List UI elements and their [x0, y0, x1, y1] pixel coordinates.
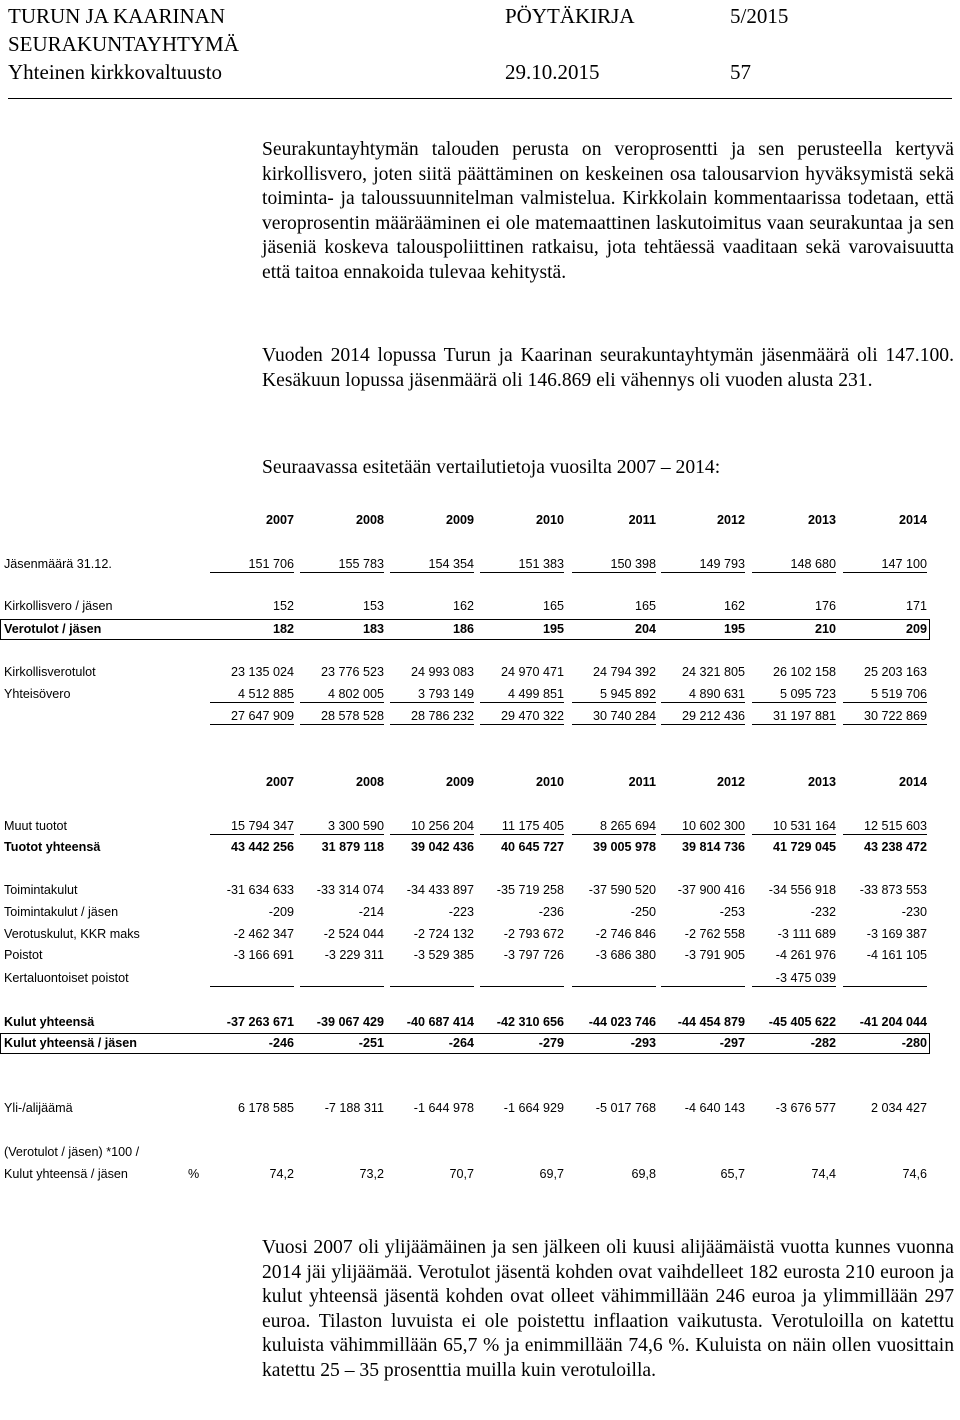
row-value: [298, 968, 384, 988]
row-label: Verotuskulut, KKR maks: [4, 927, 140, 941]
header-date: 29.10.2015: [505, 60, 600, 84]
paragraph-comparison-intro: Seuraavassa esitetään vertailutietoja vuosilta 2007 – 2014:: [262, 457, 721, 478]
row-value: 186: [452, 622, 474, 636]
sum-underline: [210, 986, 294, 987]
row-label: Kulut yhteensä / jäsen: [4, 1036, 137, 1050]
row-value: -3 529 385: [413, 948, 474, 962]
year-header: 2009: [445, 513, 474, 527]
row-value: -250: [630, 905, 656, 919]
sum-underline: [843, 834, 927, 835]
row-value: -33 873 553: [859, 883, 927, 897]
table-row: [0, 837, 930, 857]
sum-underline: [300, 572, 384, 573]
row-value: -279: [538, 1036, 564, 1050]
row-value: -282: [810, 1036, 836, 1050]
row-label: Tuotot yhteensä: [4, 840, 101, 854]
row-value: 69,8: [631, 1167, 656, 1181]
sum-underline: [572, 834, 656, 835]
row-value: 150 398: [610, 557, 656, 571]
table-row: [0, 1033, 930, 1053]
row-value: 39 042 436: [410, 840, 474, 854]
row-value: 74,6: [902, 1167, 927, 1181]
table-header-row: [0, 772, 930, 792]
paragraph-membership: Vuoden 2014 lopussa Turun ja Kaarinan seurakuntayhtymän jäsenmäärä oli 147.100. Kesäkuun lopussa jäsenmäärä oli 146.869 eli vähennys oli vuoden alusta 231.: [262, 345, 954, 391]
sum-underline: [843, 986, 927, 987]
row-value: 40 645 727: [500, 840, 564, 854]
row-value: 155 783: [338, 557, 384, 571]
row-value: 5 519 706: [870, 687, 927, 701]
row-value: 29 470 322: [500, 709, 564, 723]
row-value: [208, 968, 294, 988]
header-doc-type: PÖYTÄKIRJA: [505, 4, 635, 28]
table-row: [0, 924, 930, 944]
year-header: 2007: [265, 775, 294, 789]
row-value: 3 300 590: [327, 819, 384, 833]
row-label: (Verotulot / jäsen) *100 /: [4, 1145, 140, 1159]
table-row: [0, 816, 930, 836]
row-value: -39 067 429: [316, 1015, 384, 1029]
sum-underline: [390, 724, 474, 725]
header-page-number: 57: [730, 60, 751, 84]
row-value: -232: [810, 905, 836, 919]
sum-underline: [300, 834, 384, 835]
row-value: -230: [901, 905, 927, 919]
row-value: -2 462 347: [233, 927, 294, 941]
year-header: 2014: [898, 775, 927, 789]
row-value: -37 263 671: [226, 1015, 294, 1029]
row-value: 28 786 232: [410, 709, 474, 723]
sum-underline: [752, 572, 836, 573]
row-value: 15 794 347: [230, 819, 294, 833]
row-value: -2 793 672: [503, 927, 564, 941]
header-org-line1: TURUN JA KAARINAN: [8, 4, 226, 28]
sum-underline: [661, 986, 745, 987]
row-label: Kirkollisvero / jäsen: [4, 599, 113, 613]
row-value: 28 578 528: [320, 709, 384, 723]
row-value: -37 900 416: [677, 883, 745, 897]
row-value: -2 724 132: [413, 927, 474, 941]
row-value: -251: [358, 1036, 384, 1050]
row-value: 171: [905, 599, 927, 613]
table-row: [0, 554, 930, 574]
paragraph-summary: Vuosi 2007 oli ylijäämäinen ja sen jälkeen oli kuusi alijäämäistä vuotta kunnes vuonna 2014 jäi ylijäämää. Verotulot jäsentä kohden ovat vaihdelleet 182 eurosta 210 euroon ja kulut yhteensä jäsentä kohden ovat olleet vähimmillään 246 euroa ja ylimmillään 297 euroa. Tilaston luvuista ei ole poistettu inflaation vaikutusta. Verotuloilla on katettu kuluista vähimmillään 65,7 % ja enimmillään 74,6 %. Kuluista on näin ollen vuosittain katettu 25 – 35 prosenttia muilla kuin verotuloilla.: [262, 1237, 954, 1381]
row-value: -223: [448, 905, 474, 919]
year-header: 2013: [807, 775, 836, 789]
sum-underline: [210, 724, 294, 725]
row-value: 31 879 118: [321, 840, 384, 854]
row-value: -45 405 622: [768, 1015, 836, 1029]
row-value: [570, 968, 656, 988]
row-unit: %: [188, 1167, 200, 1181]
row-value: 39 005 978: [592, 840, 656, 854]
year-header: 2012: [716, 513, 745, 527]
sum-underline: [480, 986, 564, 987]
row-value: -31 634 633: [226, 883, 294, 897]
row-value: 151 383: [518, 557, 564, 571]
row-label: Poistot: [4, 948, 43, 962]
row-value: -253: [719, 905, 745, 919]
sum-underline: [300, 724, 384, 725]
row-value: 74,2: [269, 1167, 294, 1181]
row-value: 24 794 392: [592, 665, 656, 679]
row-value: -4 161 105: [866, 948, 927, 962]
sum-underline: [843, 702, 927, 703]
row-value: 26 102 158: [772, 665, 836, 679]
row-value: [659, 968, 745, 988]
header-rule: [8, 98, 952, 99]
row-value: -3 229 311: [324, 948, 384, 962]
row-value: 149 793: [699, 557, 745, 571]
table-row: [0, 880, 930, 900]
row-value: -1 644 978: [413, 1101, 474, 1115]
table-row: [0, 1164, 930, 1184]
sum-underline: [661, 834, 745, 835]
row-value: -41 204 044: [859, 1015, 927, 1029]
table-row: [0, 945, 930, 965]
row-value: -3 475 039: [775, 971, 836, 985]
row-value: 29 212 436: [681, 709, 745, 723]
row-value: -246: [268, 1036, 294, 1050]
row-value: 2 034 427: [870, 1101, 927, 1115]
row-label: Verotulot / jäsen: [4, 622, 102, 636]
year-header: 2014: [898, 513, 927, 527]
row-value: -34 433 897: [406, 883, 474, 897]
row-value: 3 793 149: [417, 687, 474, 701]
sum-underline: [210, 572, 294, 573]
sum-underline: [572, 724, 656, 725]
row-value: 162: [723, 599, 745, 613]
row-value: 43 442 256: [230, 840, 294, 854]
row-value: -280: [901, 1036, 927, 1050]
row-value: 209: [905, 622, 927, 636]
sum-underline: [480, 724, 564, 725]
row-value: 176: [814, 599, 836, 613]
sum-underline: [752, 834, 836, 835]
row-value: 148 680: [790, 557, 836, 571]
row-value: -3 791 905: [684, 948, 745, 962]
sum-underline: [210, 834, 294, 835]
row-value: -44 454 879: [677, 1015, 745, 1029]
row-value: 5 095 723: [779, 687, 836, 701]
row-value: -4 640 143: [684, 1101, 745, 1115]
year-header: 2013: [807, 513, 836, 527]
row-value: -3 797 726: [503, 948, 564, 962]
header-org-line2: SEURAKUNTAYHTYMÄ: [8, 32, 239, 56]
row-value: 30 722 869: [863, 709, 927, 723]
row-value: 39 814 736: [681, 840, 745, 854]
table-row: [0, 1098, 930, 1118]
table-row: [0, 662, 930, 682]
table-row: [0, 596, 930, 616]
row-value: 23 776 523: [320, 665, 384, 679]
sum-underline: [661, 572, 745, 573]
year-header: 2010: [535, 513, 564, 527]
row-value: -1 664 929: [503, 1101, 564, 1115]
row-label: Kulut yhteensä / jäsen: [4, 1167, 128, 1181]
sum-underline: [752, 986, 836, 987]
row-value: -3 111 689: [777, 927, 836, 941]
sum-underline: [661, 724, 745, 725]
row-value: 30 740 284: [592, 709, 656, 723]
table-row: [0, 706, 930, 726]
row-value: -297: [719, 1036, 745, 1050]
row-label: Yli-/alijäämä: [4, 1101, 73, 1115]
row-label: Kertaluontoiset poistot: [4, 971, 129, 985]
row-label: Toimintakulut / jäsen: [4, 905, 119, 919]
table-row: [0, 1142, 930, 1162]
row-value: -2 524 044: [323, 927, 384, 941]
row-value: 23 135 024: [230, 665, 294, 679]
row-value: 147 100: [881, 557, 927, 571]
paragraph-tax-basis: Seurakuntayhtymän talouden perusta on veroprosentti ja sen perusteella kertyvä kirkollisvero, joten siitä päättäminen on keskeinen osa talousarvion hyväksymistä sekä toiminta- ja taloussuunnitelman valmistelua. Kirkkolain kommentaarissa todetaan, että veroprosentin määrääminen ei ole matemaattinen laskutoimitus vaan seurakuntaa ja sen jäseniä koskeva talouspoliittinen ratkaisu, jota tehtäessä vaaditaan sekä varovaisuutta että taitoa ennakoida tulevaa kehitystä.: [262, 139, 954, 283]
row-value: -236: [538, 905, 564, 919]
row-value: 6 178 585: [237, 1101, 294, 1115]
row-value: -2 746 846: [595, 927, 656, 941]
row-value: 43 238 472: [863, 840, 927, 854]
row-value: 12 515 603: [863, 819, 927, 833]
row-value: -5 017 768: [595, 1101, 656, 1115]
sum-underline: [390, 834, 474, 835]
row-value: -293: [630, 1036, 656, 1050]
row-label: Toimintakulut: [4, 883, 78, 897]
sum-underline: [210, 702, 294, 703]
sum-underline: [661, 702, 745, 703]
table-header-row: [0, 510, 930, 530]
row-value: 41 729 045: [772, 840, 836, 854]
sum-underline: [300, 986, 384, 987]
row-value: 70,7: [449, 1167, 474, 1181]
year-header: 2008: [355, 513, 384, 527]
sum-underline: [752, 702, 836, 703]
row-value: 154 354: [428, 557, 474, 571]
year-header: 2010: [535, 775, 564, 789]
row-value: 27 647 909: [230, 709, 294, 723]
row-value: -2 762 558: [684, 927, 745, 941]
sum-underline: [300, 702, 384, 703]
sum-underline: [390, 702, 474, 703]
row-value: 10 256 204: [410, 819, 474, 833]
table-row: [0, 1012, 930, 1032]
row-value: -7 188 311: [324, 1101, 384, 1115]
table-row: [0, 619, 930, 639]
year-header: 2011: [628, 775, 656, 789]
row-value: 4 890 631: [688, 687, 745, 701]
row-value: [478, 968, 564, 988]
row-value: -3 676 577: [775, 1101, 836, 1115]
row-value: -33 314 074: [316, 883, 384, 897]
sum-underline: [480, 834, 564, 835]
row-value: 5 945 892: [599, 687, 656, 701]
row-value: 24 321 805: [681, 665, 745, 679]
row-value: 73,2: [359, 1167, 384, 1181]
row-value: 11 175 405: [501, 819, 564, 833]
row-value: 24 970 471: [500, 665, 564, 679]
row-value: -214: [358, 905, 384, 919]
header-body-name: Yhteinen kirkkovaltuusto: [8, 60, 223, 84]
row-value: 182: [272, 622, 294, 636]
row-value: -42 310 656: [496, 1015, 564, 1029]
row-label: Kulut yhteensä: [4, 1015, 95, 1029]
row-value: [841, 968, 927, 988]
sum-underline: [390, 572, 474, 573]
row-value: -34 556 918: [768, 883, 836, 897]
row-value: -3 169 387: [866, 927, 927, 941]
row-value: 10 531 164: [772, 819, 836, 833]
sum-underline: [843, 572, 927, 573]
row-value: -35 719 258: [496, 883, 564, 897]
row-value: 24 993 083: [410, 665, 474, 679]
row-label: Jäsenmäärä 31.12.: [4, 557, 112, 571]
row-value: 4 802 005: [327, 687, 384, 701]
row-value: 151 706: [248, 557, 294, 571]
year-header: 2009: [445, 775, 474, 789]
row-value: -209: [268, 905, 294, 919]
row-value: 4 512 885: [237, 687, 294, 701]
sum-underline: [480, 572, 564, 573]
row-value: [388, 968, 474, 988]
row-value: -3 166 691: [233, 948, 294, 962]
row-value: 210: [814, 622, 836, 636]
sum-underline: [572, 572, 656, 573]
row-value: -44 023 746: [588, 1015, 656, 1029]
row-value: 10 602 300: [681, 819, 745, 833]
row-value: 153: [362, 599, 384, 613]
row-value: -4 261 976: [775, 948, 836, 962]
row-value: -3 686 380: [595, 948, 656, 962]
sum-underline: [480, 702, 564, 703]
row-value: 152: [272, 599, 294, 613]
row-value: 25 203 163: [863, 665, 927, 679]
row-value: 195: [542, 622, 564, 636]
row-value: -264: [448, 1036, 474, 1050]
header-issue: 5/2015: [730, 4, 789, 28]
row-value: 183: [362, 622, 384, 636]
row-label: Muut tuotot: [4, 819, 68, 833]
row-value: 165: [634, 599, 656, 613]
row-value: 195: [723, 622, 745, 636]
row-value: 165: [542, 599, 564, 613]
row-label: Kirkollisverotulot: [4, 665, 96, 679]
table-row: [0, 684, 930, 704]
row-value: -40 687 414: [406, 1015, 474, 1029]
row-value: 162: [452, 599, 474, 613]
year-header: 2008: [355, 775, 384, 789]
table-row: [0, 902, 930, 922]
year-header: 2007: [265, 513, 294, 527]
table-row: [0, 968, 930, 988]
sum-underline: [843, 724, 927, 725]
row-value: 204: [634, 622, 656, 636]
row-value: 69,7: [539, 1167, 564, 1181]
row-value: 31 197 881: [772, 709, 836, 723]
sum-underline: [752, 724, 836, 725]
sum-underline: [390, 986, 474, 987]
row-value: 74,4: [811, 1167, 836, 1181]
sum-underline: [572, 702, 656, 703]
row-value: 4 499 851: [507, 687, 564, 701]
year-header: 2011: [628, 513, 656, 527]
row-value: 65,7: [720, 1167, 745, 1181]
row-label: Yhteisövero: [4, 687, 71, 701]
year-header: 2012: [716, 775, 745, 789]
sum-underline: [572, 986, 656, 987]
row-value: -37 590 520: [588, 883, 656, 897]
row-value: 8 265 694: [599, 819, 656, 833]
